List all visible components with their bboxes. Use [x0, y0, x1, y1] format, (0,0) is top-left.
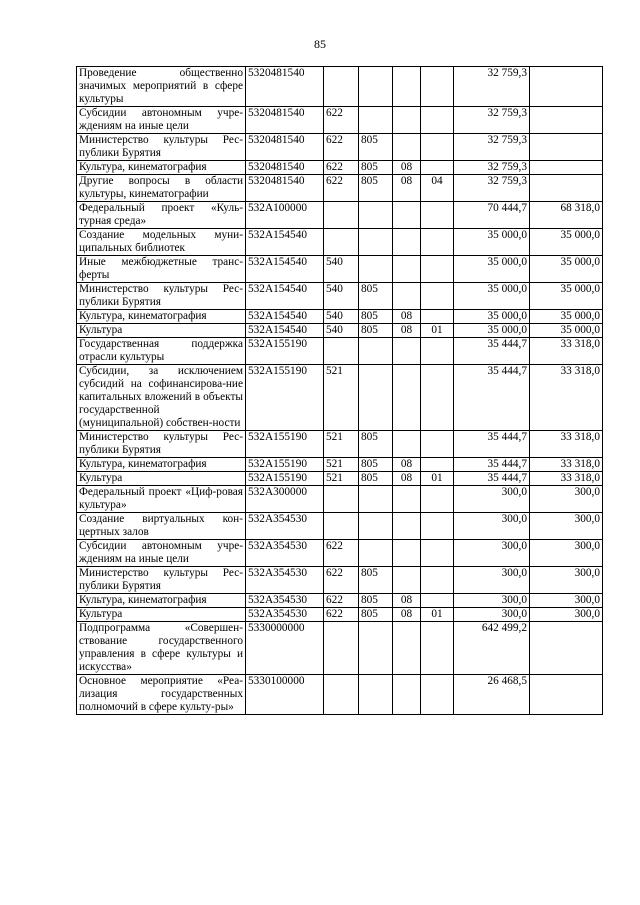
cell-subsection	[421, 134, 454, 161]
cell-subsection	[421, 365, 454, 431]
cell-expense-type: 622	[324, 540, 359, 567]
cell-name: Министерство культуры Рес-публики Бурятия	[77, 567, 246, 594]
cell-amount-year2: 35 000,0	[530, 256, 603, 283]
cell-code: 5320481540	[246, 107, 324, 134]
cell-expense-type: 521	[324, 472, 359, 486]
cell-code: 532A354530	[246, 540, 324, 567]
cell-ministry-code	[359, 513, 393, 540]
cell-section	[393, 338, 421, 365]
cell-amount-year2	[530, 161, 603, 175]
cell-ministry-code	[359, 67, 393, 107]
cell-amount-year1: 300,0	[454, 567, 530, 594]
cell-amount-year1: 32 759,3	[454, 161, 530, 175]
cell-subsection	[421, 283, 454, 310]
cell-expense-type: 540	[324, 256, 359, 283]
cell-section	[393, 431, 421, 458]
cell-subsection: 01	[421, 324, 454, 338]
cell-amount-year1: 35 444,7	[454, 365, 530, 431]
cell-expense-type: 622	[324, 608, 359, 622]
cell-amount-year2: 300,0	[530, 513, 603, 540]
cell-section	[393, 513, 421, 540]
cell-amount-year2: 68 318,0	[530, 202, 603, 229]
cell-name: Проведение общественно значимых мероприятий в сфере культуры	[77, 67, 246, 107]
cell-section: 08	[393, 458, 421, 472]
cell-name: Создание модельных муни-ципальных библиотек	[77, 229, 246, 256]
cell-section	[393, 675, 421, 715]
cell-code: 532A154540	[246, 256, 324, 283]
cell-name: Федеральный проект «Циф-ровая культура»	[77, 486, 246, 513]
cell-amount-year2: 33 318,0	[530, 458, 603, 472]
cell-code: 532A354530	[246, 594, 324, 608]
cell-section	[393, 67, 421, 107]
cell-subsection	[421, 338, 454, 365]
cell-section	[393, 283, 421, 310]
cell-ministry-code: 805	[359, 472, 393, 486]
cell-subsection	[421, 622, 454, 675]
table-row	[77, 107, 603, 134]
cell-subsection	[421, 161, 454, 175]
table-body	[77, 67, 603, 715]
cell-amount-year1: 35 444,7	[454, 458, 530, 472]
cell-amount-year1: 32 759,3	[454, 134, 530, 161]
cell-subsection	[421, 567, 454, 594]
cell-section	[393, 486, 421, 513]
cell-code: 532A154540	[246, 283, 324, 310]
cell-name: Культура, кинематография	[77, 161, 246, 175]
cell-amount-year2: 35 000,0	[530, 324, 603, 338]
cell-expense-type	[324, 622, 359, 675]
cell-amount-year1: 300,0	[454, 594, 530, 608]
cell-ministry-code	[359, 229, 393, 256]
cell-section	[393, 202, 421, 229]
cell-code: 532A100000	[246, 202, 324, 229]
cell-subsection	[421, 431, 454, 458]
cell-amount-year2: 35 000,0	[530, 283, 603, 310]
cell-code: 532A155190	[246, 431, 324, 458]
cell-subsection	[421, 594, 454, 608]
cell-name: Федеральный проект «Куль-турная среда»	[77, 202, 246, 229]
cell-section: 08	[393, 161, 421, 175]
cell-subsection	[421, 107, 454, 134]
cell-expense-type: 622	[324, 175, 359, 202]
table-row	[77, 256, 603, 283]
table-row	[77, 202, 603, 229]
cell-ministry-code: 805	[359, 431, 393, 458]
cell-subsection: 01	[421, 472, 454, 486]
cell-ministry-code: 805	[359, 175, 393, 202]
cell-subsection	[421, 202, 454, 229]
cell-section: 08	[393, 594, 421, 608]
cell-amount-year1: 300,0	[454, 608, 530, 622]
cell-ministry-code: 805	[359, 324, 393, 338]
cell-code: 532A155190	[246, 338, 324, 365]
cell-amount-year1: 642 499,2	[454, 622, 530, 675]
cell-section	[393, 365, 421, 431]
cell-code: 532A354530	[246, 513, 324, 540]
cell-section	[393, 622, 421, 675]
cell-name: Культура	[77, 608, 246, 622]
cell-code: 532A154540	[246, 310, 324, 324]
table-row	[77, 283, 603, 310]
cell-amount-year2	[530, 175, 603, 202]
cell-subsection: 01	[421, 608, 454, 622]
cell-ministry-code	[359, 486, 393, 513]
cell-ministry-code	[359, 107, 393, 134]
cell-ministry-code	[359, 365, 393, 431]
cell-amount-year1: 35 000,0	[454, 324, 530, 338]
table-row	[77, 175, 603, 202]
cell-amount-year2: 300,0	[530, 594, 603, 608]
cell-expense-type: 622	[324, 594, 359, 608]
cell-amount-year2: 300,0	[530, 540, 603, 567]
cell-expense-type: 540	[324, 283, 359, 310]
cell-ministry-code	[359, 675, 393, 715]
cell-code: 532A354530	[246, 608, 324, 622]
table-row	[77, 338, 603, 365]
budget-table	[76, 66, 603, 715]
cell-name: Подпрограмма «Совершен-ствование государственного управления в сфере культуры и искусства»	[77, 622, 246, 675]
table-row	[77, 431, 603, 458]
cell-amount-year2: 33 318,0	[530, 472, 603, 486]
cell-ministry-code	[359, 202, 393, 229]
cell-amount-year2	[530, 107, 603, 134]
cell-subsection: 04	[421, 175, 454, 202]
cell-amount-year1: 35 444,7	[454, 431, 530, 458]
cell-code: 5330100000	[246, 675, 324, 715]
table-row	[77, 608, 603, 622]
table-row	[77, 567, 603, 594]
cell-code: 532A155190	[246, 458, 324, 472]
cell-section	[393, 540, 421, 567]
cell-code: 532A300000	[246, 486, 324, 513]
cell-subsection	[421, 486, 454, 513]
cell-section: 08	[393, 608, 421, 622]
table-row	[77, 324, 603, 338]
cell-amount-year1: 35 000,0	[454, 256, 530, 283]
table-row	[77, 486, 603, 513]
cell-amount-year1: 300,0	[454, 486, 530, 513]
cell-ministry-code: 805	[359, 567, 393, 594]
cell-ministry-code	[359, 338, 393, 365]
cell-code: 5320481540	[246, 67, 324, 107]
table-row	[77, 161, 603, 175]
cell-name: Культура, кинематография	[77, 458, 246, 472]
cell-amount-year1: 300,0	[454, 513, 530, 540]
cell-ministry-code: 805	[359, 134, 393, 161]
cell-expense-type: 521	[324, 458, 359, 472]
cell-name: Иные межбюджетные транс-ферты	[77, 256, 246, 283]
cell-subsection	[421, 256, 454, 283]
cell-section	[393, 567, 421, 594]
cell-expense-type: 521	[324, 365, 359, 431]
cell-subsection	[421, 229, 454, 256]
cell-amount-year1: 32 759,3	[454, 175, 530, 202]
table-row	[77, 472, 603, 486]
table-row	[77, 540, 603, 567]
table-row	[77, 513, 603, 540]
cell-ministry-code	[359, 622, 393, 675]
cell-amount-year1: 26 468,5	[454, 675, 530, 715]
cell-expense-type: 540	[324, 310, 359, 324]
cell-subsection	[421, 310, 454, 324]
cell-ministry-code: 805	[359, 161, 393, 175]
cell-amount-year1: 32 759,3	[454, 67, 530, 107]
cell-code: 532A155190	[246, 365, 324, 431]
table-row	[77, 675, 603, 715]
cell-name: Субсидии автономным учре-ждениям на иные цели	[77, 107, 246, 134]
cell-section: 08	[393, 310, 421, 324]
cell-amount-year1: 35 444,7	[454, 472, 530, 486]
cell-code: 5320481540	[246, 134, 324, 161]
cell-amount-year2: 33 318,0	[530, 338, 603, 365]
cell-ministry-code: 805	[359, 594, 393, 608]
cell-amount-year2: 300,0	[530, 567, 603, 594]
cell-expense-type	[324, 513, 359, 540]
cell-code: 532A154540	[246, 229, 324, 256]
cell-name: Субсидии, за исключением субсидий на софинансирова-ние капитальных вложений в объекты государственной (муниципальной) собствен-ности	[77, 365, 246, 431]
cell-expense-type	[324, 675, 359, 715]
cell-section: 08	[393, 472, 421, 486]
cell-subsection	[421, 67, 454, 107]
cell-amount-year2: 35 000,0	[530, 310, 603, 324]
cell-expense-type	[324, 338, 359, 365]
cell-subsection	[421, 458, 454, 472]
cell-code: 532A154540	[246, 324, 324, 338]
cell-section: 08	[393, 324, 421, 338]
cell-name: Государственная поддержка отрасли культуры	[77, 338, 246, 365]
cell-section: 08	[393, 175, 421, 202]
cell-amount-year2	[530, 622, 603, 675]
cell-name: Министерство культуры Рес-публики Бурятия	[77, 283, 246, 310]
cell-amount-year1: 70 444,7	[454, 202, 530, 229]
cell-amount-year1: 35 000,0	[454, 283, 530, 310]
cell-ministry-code: 805	[359, 310, 393, 324]
table-row	[77, 622, 603, 675]
cell-name: Создание виртуальных кон-цертных залов	[77, 513, 246, 540]
cell-ministry-code	[359, 256, 393, 283]
cell-amount-year2	[530, 675, 603, 715]
cell-subsection	[421, 675, 454, 715]
cell-section	[393, 229, 421, 256]
cell-amount-year2: 35 000,0	[530, 229, 603, 256]
cell-code: 532A354530	[246, 567, 324, 594]
cell-name: Культура, кинематография	[77, 594, 246, 608]
table-row	[77, 365, 603, 431]
cell-subsection	[421, 513, 454, 540]
cell-code: 532A155190	[246, 472, 324, 486]
table-row	[77, 458, 603, 472]
cell-amount-year2	[530, 134, 603, 161]
cell-section	[393, 107, 421, 134]
cell-name: Культура, кинематография	[77, 310, 246, 324]
cell-expense-type	[324, 67, 359, 107]
cell-expense-type: 622	[324, 134, 359, 161]
cell-expense-type: 540	[324, 324, 359, 338]
cell-amount-year1: 35 000,0	[454, 229, 530, 256]
table-row	[77, 134, 603, 161]
table-row	[77, 67, 603, 107]
cell-name: Другие вопросы в области культуры, кинематографии	[77, 175, 246, 202]
cell-expense-type: 622	[324, 107, 359, 134]
cell-amount-year2: 300,0	[530, 608, 603, 622]
cell-ministry-code: 805	[359, 608, 393, 622]
cell-ministry-code	[359, 540, 393, 567]
cell-name: Культура	[77, 324, 246, 338]
page-number: 85	[314, 37, 326, 51]
cell-amount-year2	[530, 67, 603, 107]
cell-amount-year1: 35 000,0	[454, 310, 530, 324]
cell-amount-year2: 33 318,0	[530, 365, 603, 431]
cell-code: 5320481540	[246, 175, 324, 202]
cell-name: Культура	[77, 472, 246, 486]
cell-amount-year1: 32 759,3	[454, 107, 530, 134]
cell-ministry-code: 805	[359, 458, 393, 472]
cell-amount-year2: 300,0	[530, 486, 603, 513]
cell-expense-type: 521	[324, 431, 359, 458]
cell-name: Министерство культуры Рес-публики Бурятия	[77, 431, 246, 458]
table-row	[77, 229, 603, 256]
cell-name: Основное мероприятие «Реа-лизация государственных полномочий в сфере культу-ры»	[77, 675, 246, 715]
cell-subsection	[421, 540, 454, 567]
cell-expense-type: 622	[324, 567, 359, 594]
cell-ministry-code: 805	[359, 283, 393, 310]
cell-expense-type	[324, 486, 359, 513]
cell-name: Министерство культуры Рес-публики Бурятия	[77, 134, 246, 161]
table-row	[77, 310, 603, 324]
cell-name: Субсидии автономным учре-ждениям на иные цели	[77, 540, 246, 567]
cell-expense-type	[324, 229, 359, 256]
cell-section	[393, 256, 421, 283]
cell-section	[393, 134, 421, 161]
cell-code: 5330000000	[246, 622, 324, 675]
cell-amount-year1: 35 444,7	[454, 338, 530, 365]
table-row	[77, 594, 603, 608]
cell-amount-year2: 33 318,0	[530, 431, 603, 458]
cell-expense-type: 622	[324, 161, 359, 175]
cell-amount-year1: 300,0	[454, 540, 530, 567]
cell-expense-type	[324, 202, 359, 229]
cell-code: 5320481540	[246, 161, 324, 175]
